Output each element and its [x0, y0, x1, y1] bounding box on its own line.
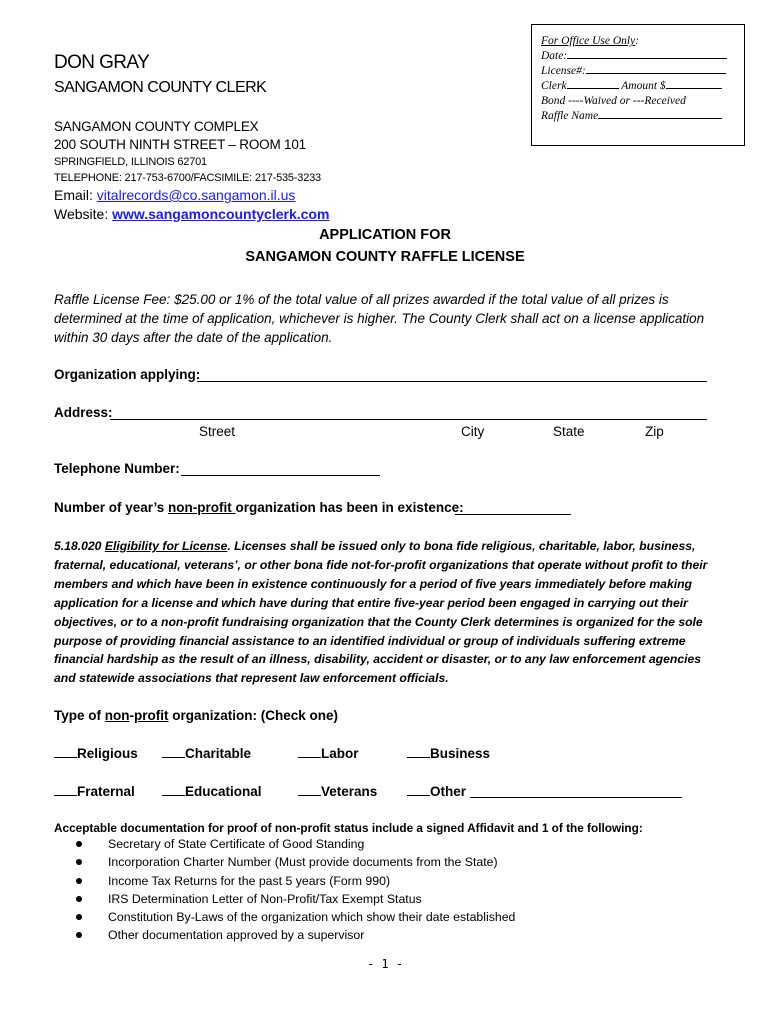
- telephone-label: Telephone Number:: [54, 461, 180, 476]
- option-religious[interactable]: Religious: [54, 746, 138, 761]
- form-title-line1: APPLICATION FOR: [319, 227, 451, 243]
- telephone-input-line[interactable]: [181, 475, 380, 476]
- list-item: IRS Determination Letter of Non-Profit/Tax Exempt Status: [72, 890, 515, 908]
- list-item: Other documentation approved by a supervisor: [72, 926, 515, 944]
- other-specify-line[interactable]: [470, 797, 682, 798]
- bullet-icon: [76, 841, 82, 847]
- website-link[interactable]: www.sangamoncountyclerk.com: [112, 206, 330, 222]
- fee-paragraph: Raffle License Fee: $25.00 or 1% of the total value of all prizes awarded if the total value of all prizes is determined at the time of application, whichever is higher. The County Clerk shall act on a license application within 30 days after the date of the application.: [54, 292, 705, 345]
- clerk-office: SANGAMON COUNTY CLERK: [54, 79, 267, 96]
- option-fraternal[interactable]: Fraternal: [54, 784, 135, 799]
- list-item: Income Tax Returns for the past 5 years (Form 990): [72, 872, 515, 890]
- option-charitable[interactable]: Charitable: [162, 746, 251, 761]
- clerk-name: DON GRAY: [54, 52, 150, 73]
- option-educational[interactable]: Educational: [162, 784, 262, 799]
- page-number: - 1 -: [366, 957, 404, 971]
- docs-heading: Acceptable documentation for proof of non-profit status include a signed Affidavit and 1 of the following:: [54, 821, 643, 835]
- contact-email: Email: vitalrecords@co.sangamon.il.us: [54, 187, 296, 203]
- address-input-line[interactable]: [110, 419, 707, 420]
- organization-label: Organization applying:: [54, 367, 201, 382]
- form-title-line2: SANGAMON COUNTY RAFFLE LICENSE: [245, 249, 525, 265]
- option-labor[interactable]: Labor: [298, 746, 359, 761]
- address-street-caption: Street: [199, 424, 236, 439]
- years-label: Number of year’s non-profit organization has been in existence:: [54, 500, 464, 515]
- office-use-title: For Office Use Only:: [541, 35, 640, 47]
- office-clerk-amount-field[interactable]: Clerk Amount $: [541, 79, 722, 93]
- eligibility-paragraph: 5.18.020 Eligibility for License. Licenses shall be issued only to bona fide religious, charitable, labor, business, fraternal, educational, veterans’, or other bona fide not-for-profit organizations that operate without profit to their members and which have been in existence continuously for a period of five years immediately before making application for a license and which have during that entire five-year period been engaged in carrying out their objectives, or to a non-profit fundraising organization that the County Clerk determines is organized for the sole purpose of providing financial assistance to an identified individual or group of individuals suffering extreme financial hardship as the result of an illness, disability, accident or disaster, or to any law enforcement agencies and statewide associations that represent law enforcement officials.: [54, 539, 708, 686]
- option-business[interactable]: Business: [407, 746, 490, 761]
- option-veterans[interactable]: Veterans: [298, 784, 377, 799]
- option-other[interactable]: Other: [407, 784, 466, 799]
- bullet-icon: [76, 932, 82, 938]
- list-item: Constitution By-Laws of the organization which show their date established: [72, 908, 515, 926]
- address-city: SPRINGFIELD, ILLINOIS 62701: [54, 156, 207, 168]
- list-item: Incorporation Charter Number (Must provide documents from the State): [72, 853, 515, 871]
- office-use-box: [531, 24, 745, 146]
- bullet-icon: [76, 878, 82, 884]
- bullet-icon: [76, 859, 82, 865]
- address-label: Address:: [54, 405, 113, 420]
- type-question: Type of non-profit organization: (Check one): [54, 708, 339, 723]
- bullet-icon: [76, 896, 82, 902]
- docs-list: [72, 835, 515, 945]
- list-item: Secretary of State Certificate of Good Standing: [72, 835, 515, 853]
- office-license-field[interactable]: License#:: [541, 64, 726, 78]
- contact-website: Website: www.sangamoncountyclerk.com: [54, 206, 330, 222]
- address-street: 200 SOUTH NINTH STREET – ROOM 101: [54, 137, 306, 152]
- contact-phone: TELEPHONE: 217-753-6700/FACSIMILE: 217-535-3233: [54, 172, 321, 184]
- address-state-caption: State: [553, 424, 585, 439]
- office-bond-text: Bond ----Waived or ---Received: [541, 95, 686, 107]
- email-link[interactable]: vitalrecords@co.sangamon.il.us: [96, 187, 296, 203]
- address-zip-caption: Zip: [645, 424, 664, 439]
- office-date-field[interactable]: Date:: [541, 49, 727, 63]
- office-raffle-name-field[interactable]: Raffle Name: [541, 109, 722, 123]
- address-complex: SANGAMON COUNTY COMPLEX: [54, 119, 259, 134]
- address-city-caption: City: [461, 424, 485, 439]
- bullet-icon: [76, 914, 82, 920]
- years-input-line[interactable]: [455, 514, 571, 515]
- organization-input-line[interactable]: [197, 381, 707, 382]
